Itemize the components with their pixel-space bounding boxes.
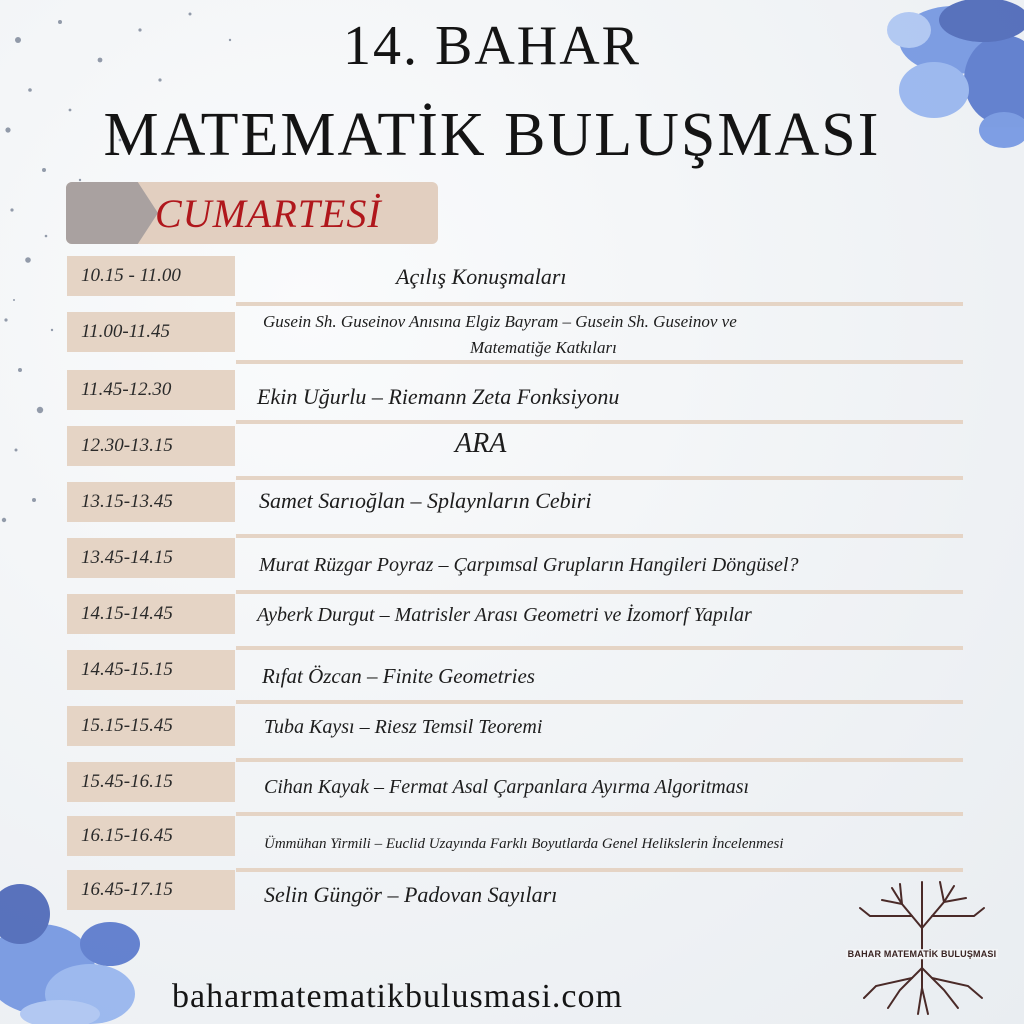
schedule-row — [0, 648, 1024, 704]
talk-title-line1: Gusein Sh. Guseinov Anısına Elgiz Bayram – Gusein Sh. Guseinov ve — [263, 312, 737, 331]
schedule-row — [0, 424, 1024, 480]
talk-title-line2: Matematiğe Katkıları — [470, 338, 617, 357]
schedule-row — [0, 368, 1024, 424]
schedule-row — [0, 816, 1024, 872]
schedule-row — [0, 536, 1024, 592]
time-slot: 13.15-13.45 — [67, 482, 235, 522]
talk-title: Ekin Uğurlu – Riemann Zeta Fonksiyonu — [257, 384, 620, 409]
talk-title: Cihan Kayak – Fermat Asal Çarpanlara Ayırma Algoritması — [264, 776, 750, 798]
talk-title: Selin Güngör – Padovan Sayıları — [264, 882, 558, 907]
schedule-row — [0, 256, 1024, 312]
talk-title: Açılış Konuşmaları — [396, 264, 567, 289]
time-slot: 15.15-15.45 — [67, 706, 235, 746]
logo-text: BAHAR MATEMATİK BULUŞMASI — [847, 949, 997, 959]
talk-title: Samet Sarıoğlan – Splaynların Cebiri — [259, 488, 592, 513]
schedule-row — [0, 312, 1024, 368]
time-slot: 11.00-11.45 — [67, 312, 235, 352]
schedule-row — [0, 480, 1024, 536]
day-label: CUMARTESİ — [155, 191, 382, 236]
time-slot: 14.15-14.45 — [67, 594, 235, 634]
talk-title: Ümmühan Yirmili – Euclid Uzayında Farklı Boyutlarda Genel Helikslerin İncelenmesi — [264, 836, 784, 852]
time-slot: 14.45-15.15 — [67, 650, 235, 690]
time-slot: 16.45-17.15 — [67, 870, 235, 910]
website-link[interactable]: baharmatematikbulusmasi.com — [172, 978, 623, 1015]
row-divider — [236, 302, 963, 306]
talk-title: ARA — [455, 428, 507, 459]
talk-title: Murat Rüzgar Poyraz – Çarpımsal Grupların Hangileri Döngüsel? — [259, 554, 799, 576]
schedule-row — [0, 760, 1024, 816]
schedule-row — [0, 592, 1024, 648]
time-slot: 11.45-12.30 — [67, 370, 235, 410]
talk-title: Tuba Kaysı – Riesz Temsil Teoremi — [264, 716, 543, 738]
time-slot: 12.30-13.15 — [67, 426, 235, 466]
talk-title: Rıfat Özcan – Finite Geometries — [262, 664, 535, 688]
time-slot: 13.45-14.15 — [67, 538, 235, 578]
time-slot: 10.15 - 11.00 — [67, 256, 235, 296]
event-edition-title: 14. BAHAR — [342, 15, 642, 77]
talk-title: Ayberk Durgut – Matrisler Arası Geometri ve İzomorf Yapılar — [257, 604, 752, 626]
time-slot: 16.15-16.45 — [67, 816, 235, 856]
schedule-row — [0, 704, 1024, 760]
time-slot: 15.45-16.15 — [67, 762, 235, 802]
tree-logo-icon — [842, 878, 1002, 1018]
row-divider — [236, 360, 963, 364]
event-name-title: MATEMATİK BULUŞMASI — [103, 101, 881, 169]
